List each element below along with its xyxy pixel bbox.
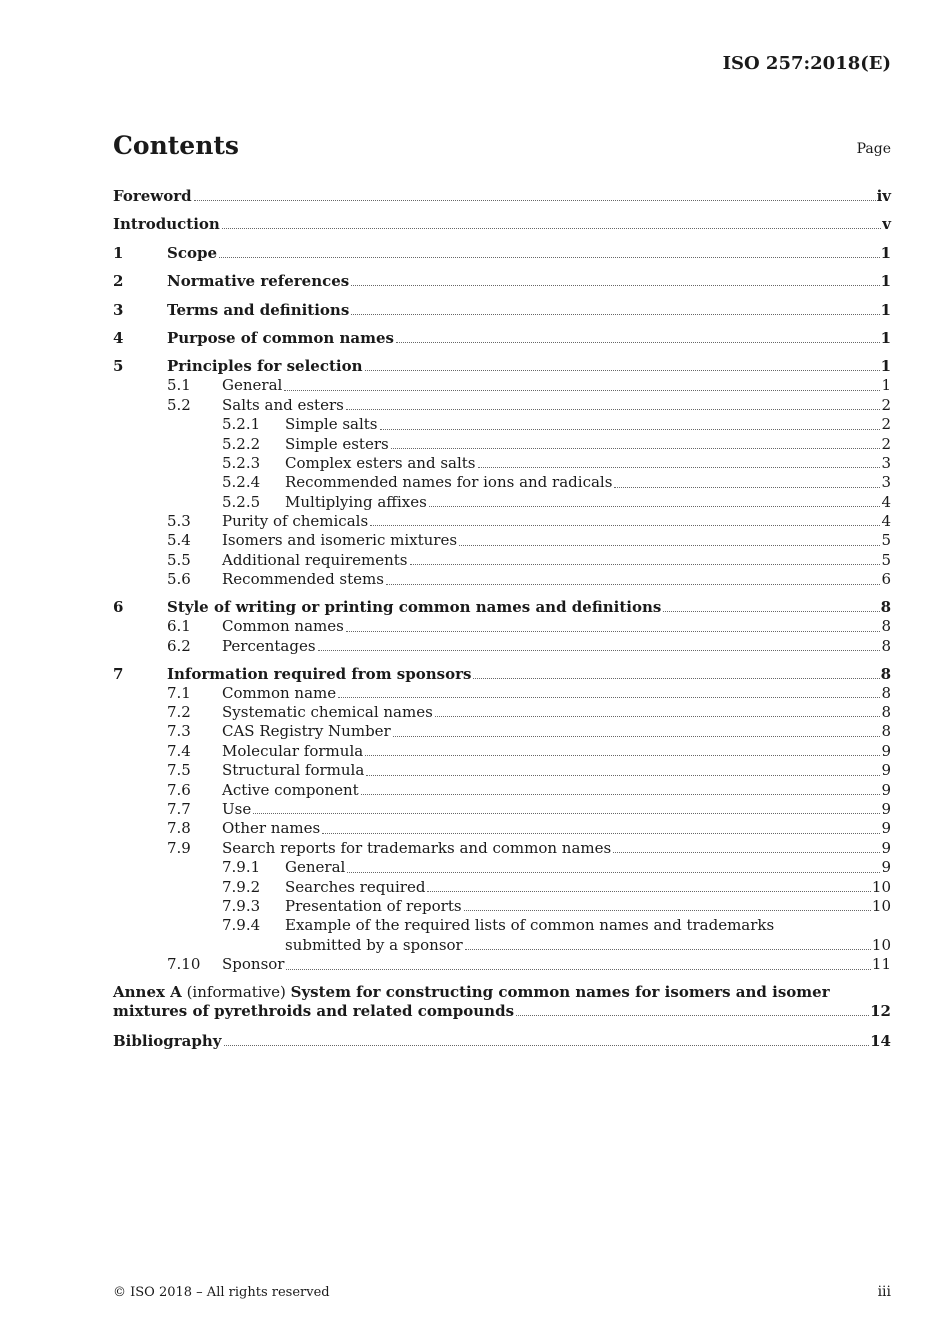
toc-entry-title: Percentages [222,636,316,655]
toc-entry-title: Purity of chemicals [222,512,369,531]
dot-leader [459,545,880,546]
toc-entry-title: Principles for selection [167,357,363,376]
toc-entry-title: Other names [222,819,321,838]
toc-entry-page: 10 [871,896,891,915]
toc-entry[interactable] [113,396,891,415]
toc-entry-title: Simple salts [285,415,378,434]
toc-entry-page: 8 [881,636,891,655]
dot-leader [346,631,881,632]
annex-qualifier: (informative) [186,982,286,1001]
toc-entry[interactable] [113,617,891,636]
toc-entry[interactable] [113,551,891,570]
toc-entry-number: 2 [113,272,124,291]
toc-entry-number: 7.9.1 [222,858,261,877]
toc-entry-title: Introduction [113,215,220,234]
toc-entry[interactable] [113,800,891,819]
toc-entry-page: 6 [881,570,891,589]
toc-entry-number: 6.1 [167,617,191,636]
toc-entry-page: 1 [881,376,891,395]
toc-entry[interactable] [113,955,891,974]
dot-leader [396,342,880,343]
toc-entry-page: 8 [881,617,891,636]
dot-leader [346,409,881,410]
footer-page-number: iii [877,1284,891,1300]
annex-title: System for constructing common names for isomers and isomer [290,982,830,1001]
toc-entry-title: Example of the required lists of common names and trademarks [285,916,775,935]
toc-entry-title: Search reports for trademarks and common names [222,838,612,857]
toc-entry[interactable] [113,597,891,617]
dot-leader [386,584,880,585]
dot-leader [393,736,881,737]
toc-entry-number: 5.2 [167,395,191,414]
dot-leader [614,487,880,488]
toc-entry-number: 5 [113,357,124,376]
toc-entry-number: 6.2 [167,636,191,655]
dot-leader [361,794,881,795]
dot-leader [286,969,870,970]
toc-entry[interactable] [113,664,891,684]
toc-entry[interactable] [113,328,891,356]
toc-entry-number: 3 [113,300,124,319]
toc-entry-number: 5.2.2 [222,434,261,453]
toc-entry-page: 5 [881,531,891,550]
toc-entry-title: Common name [222,683,337,702]
toc-entry-number: 6 [113,598,124,617]
toc-entry-number: 5.2.3 [222,453,261,472]
toc-entry-annex[interactable] [113,983,891,1031]
toc-entry-title: Active component [222,780,359,799]
table-of-contents [113,186,891,1059]
toc-entry-title: Searches required [285,877,426,896]
toc-entry-number: 5.4 [167,531,191,550]
footer-copyright: © ISO 2018 – All rights reserved [113,1285,330,1300]
toc-entry-title: Information required from sponsors [167,664,472,683]
toc-entry[interactable] [113,878,891,897]
toc-entry-number: 7.6 [167,780,191,799]
toc-entry-page: 2 [881,415,891,434]
toc-entry-page: 5 [881,550,891,569]
toc-entry-title: Recommended stems [222,570,384,589]
toc-entry-title: Complex esters and salts [285,453,476,472]
toc-entry-page: 4 [881,492,891,511]
dot-leader [351,285,879,286]
toc-entry-page: 9 [881,858,891,877]
toc-entry-number: 7.3 [167,722,191,741]
toc-entry[interactable] [113,637,891,664]
toc-entry-title: Scope [167,243,218,262]
toc-entry-number: 5.1 [167,376,191,395]
toc-entry-title: General [285,858,346,877]
dot-leader [194,200,876,201]
toc-entry-page: iv [876,187,891,205]
annex-title-continued: mixtures of pyrethroids and related compounds [113,1001,515,1020]
toc-entry-title: CAS Registry Number [222,722,391,741]
bibliography-page: 14 [870,1031,891,1050]
toc-entry-page: 4 [881,512,891,531]
dot-leader [253,813,880,814]
toc-entry-page: 1 [880,300,891,319]
dot-leader [464,910,871,911]
toc-entry[interactable] [113,243,891,271]
toc-entry-number: 5.5 [167,550,191,569]
dot-leader [366,775,880,776]
dot-leader [365,370,880,371]
toc-entry-page: 3 [881,473,891,492]
toc-entry-number: 7.5 [167,761,191,780]
toc-entry[interactable] [113,570,891,597]
toc-entry[interactable] [113,473,891,492]
toc-entry[interactable] [113,531,891,550]
toc-entry[interactable] [113,916,891,955]
toc-entry-number: 5.2.4 [222,473,261,492]
dot-leader [322,833,880,834]
toc-entry[interactable] [113,703,891,722]
toc-entry-number: 7.4 [167,741,191,760]
dot-leader [219,257,880,258]
toc-entry-title: Isomers and isomeric mixtures [222,531,458,550]
toc-entry-title: Molecular formula [222,741,364,760]
toc-entry-title: Simple esters [285,434,389,453]
dot-leader [429,506,881,507]
toc-entry-page: 2 [881,395,891,414]
toc-entry-page: v [882,215,891,234]
toc-entry[interactable] [113,493,891,512]
toc-entry-title: Foreword [113,187,192,205]
toc-entry[interactable] [113,376,891,395]
toc-entry[interactable] [113,742,891,761]
toc-entry[interactable] [113,214,891,242]
toc-entry-title: Use [222,799,252,818]
toc-entry-number: 7 [113,664,124,683]
toc-entry-title: Purpose of common names [167,328,394,347]
toc-entry-title-continued: submitted by a sponsor [285,935,463,954]
toc-entry-page: 1 [880,357,891,376]
toc-entry-title: Style of writing or printing common names and definitions [167,598,662,617]
toc-entry-page: 11 [871,955,891,974]
toc-entry-title: Sponsor [222,955,285,974]
toc-entry[interactable] [113,415,891,434]
dot-leader [338,697,880,698]
dot-leader [478,467,881,468]
toc-entry-title: Additional requirements [222,550,408,569]
toc-entry[interactable] [113,839,891,858]
toc-entry-page: 1 [880,243,891,262]
toc-entry-number: 5.3 [167,512,191,531]
toc-entry-page: 3 [881,453,891,472]
toc-entry-page: 1 [880,272,891,291]
dot-leader [347,872,880,873]
toc-entry-title: General [222,376,283,395]
toc-entry-title: Presentation of reports [285,896,462,915]
toc-entry-number: 1 [113,243,124,262]
toc-entry-page: 10 [871,935,891,954]
toc-entry-number: 7.1 [167,683,191,702]
toc-entry[interactable] [113,512,891,531]
dot-leader [663,611,879,612]
toc-entry-page: 1 [880,328,891,347]
toc-entry-number: 5.2.1 [222,415,261,434]
toc-entry-page: 9 [881,780,891,799]
toc-entry-number: 5.6 [167,570,191,589]
toc-entry[interactable] [113,356,891,376]
toc-entry-page: 10 [871,877,891,896]
dot-leader [427,891,870,892]
annex-page: 12 [870,1001,891,1020]
toc-entry-title: Normative references [167,272,350,291]
toc-entry-page: 8 [880,664,891,683]
toc-entry-number: 4 [113,328,124,347]
toc-entry-title: Common names [222,617,344,636]
toc-entry-title: Terms and definitions [167,300,350,319]
toc-entry-page: 9 [881,819,891,838]
toc-entry-page: 8 [881,703,891,722]
dot-leader [410,564,881,565]
toc-entry-page: 8 [881,722,891,741]
toc-entry-page: 9 [881,838,891,857]
dot-leader [370,525,880,526]
dot-leader [222,228,881,229]
toc-entry[interactable] [113,897,891,916]
dot-leader [473,678,879,679]
toc-entry-page: 8 [881,683,891,702]
toc-entry[interactable] [113,300,891,328]
toc-entry-page: 8 [880,598,891,617]
toc-entry-page: 9 [881,741,891,760]
toc-entry[interactable] [113,858,891,877]
dot-leader [391,448,881,449]
dot-leader [284,390,880,391]
document-id: ISO 257:2018(E) [722,53,891,74]
bibliography-title: Bibliography [113,1031,222,1050]
toc-entry-number: 7.7 [167,799,191,818]
toc-entry[interactable] [113,761,891,780]
contents-title: Contents [113,131,240,160]
toc-entry[interactable] [113,722,891,741]
dot-leader [351,314,879,315]
toc-entry-page: 2 [881,434,891,453]
toc-entry-number: 7.9.2 [222,877,261,896]
dot-leader [380,429,881,430]
toc-entry[interactable] [113,186,891,214]
toc-entry-title: Structural formula [222,761,365,780]
toc-entry[interactable] [113,781,891,800]
toc-entry-title: Salts and esters [222,395,344,414]
toc-entry-number: 7.9.3 [222,896,261,915]
toc-entry-number: 7.9.4 [222,916,261,935]
toc-entry[interactable] [113,271,891,299]
dot-leader [516,1015,869,1016]
toc-entry-number: 7.8 [167,819,191,838]
toc-entry-number: 7.10 [167,955,201,974]
toc-entry-bibliography[interactable] [113,1031,891,1059]
toc-entry-number: 7.9 [167,838,191,857]
dot-leader [224,1045,870,1046]
dot-leader [435,716,881,717]
toc-entry-number: 7.2 [167,703,191,722]
toc-entry[interactable] [113,819,891,838]
page-column-label: Page [856,141,891,157]
toc-entry-page: 9 [881,761,891,780]
dot-leader [465,949,871,950]
toc-entry[interactable] [113,684,891,703]
dot-leader [365,755,880,756]
toc-entry[interactable] [113,435,891,454]
dot-leader [318,650,881,651]
toc-entry-title: Systematic chemical names [222,703,433,722]
annex-label: Annex A [113,982,182,1001]
toc-entry-title: Multiplying affixes [285,492,427,511]
toc-entry-page: 9 [881,799,891,818]
toc-entry[interactable] [113,454,891,473]
toc-entry-number: 5.2.5 [222,492,261,511]
toc-entry-title: Recommended names for ions and radicals [285,473,613,492]
dot-leader [613,852,880,853]
